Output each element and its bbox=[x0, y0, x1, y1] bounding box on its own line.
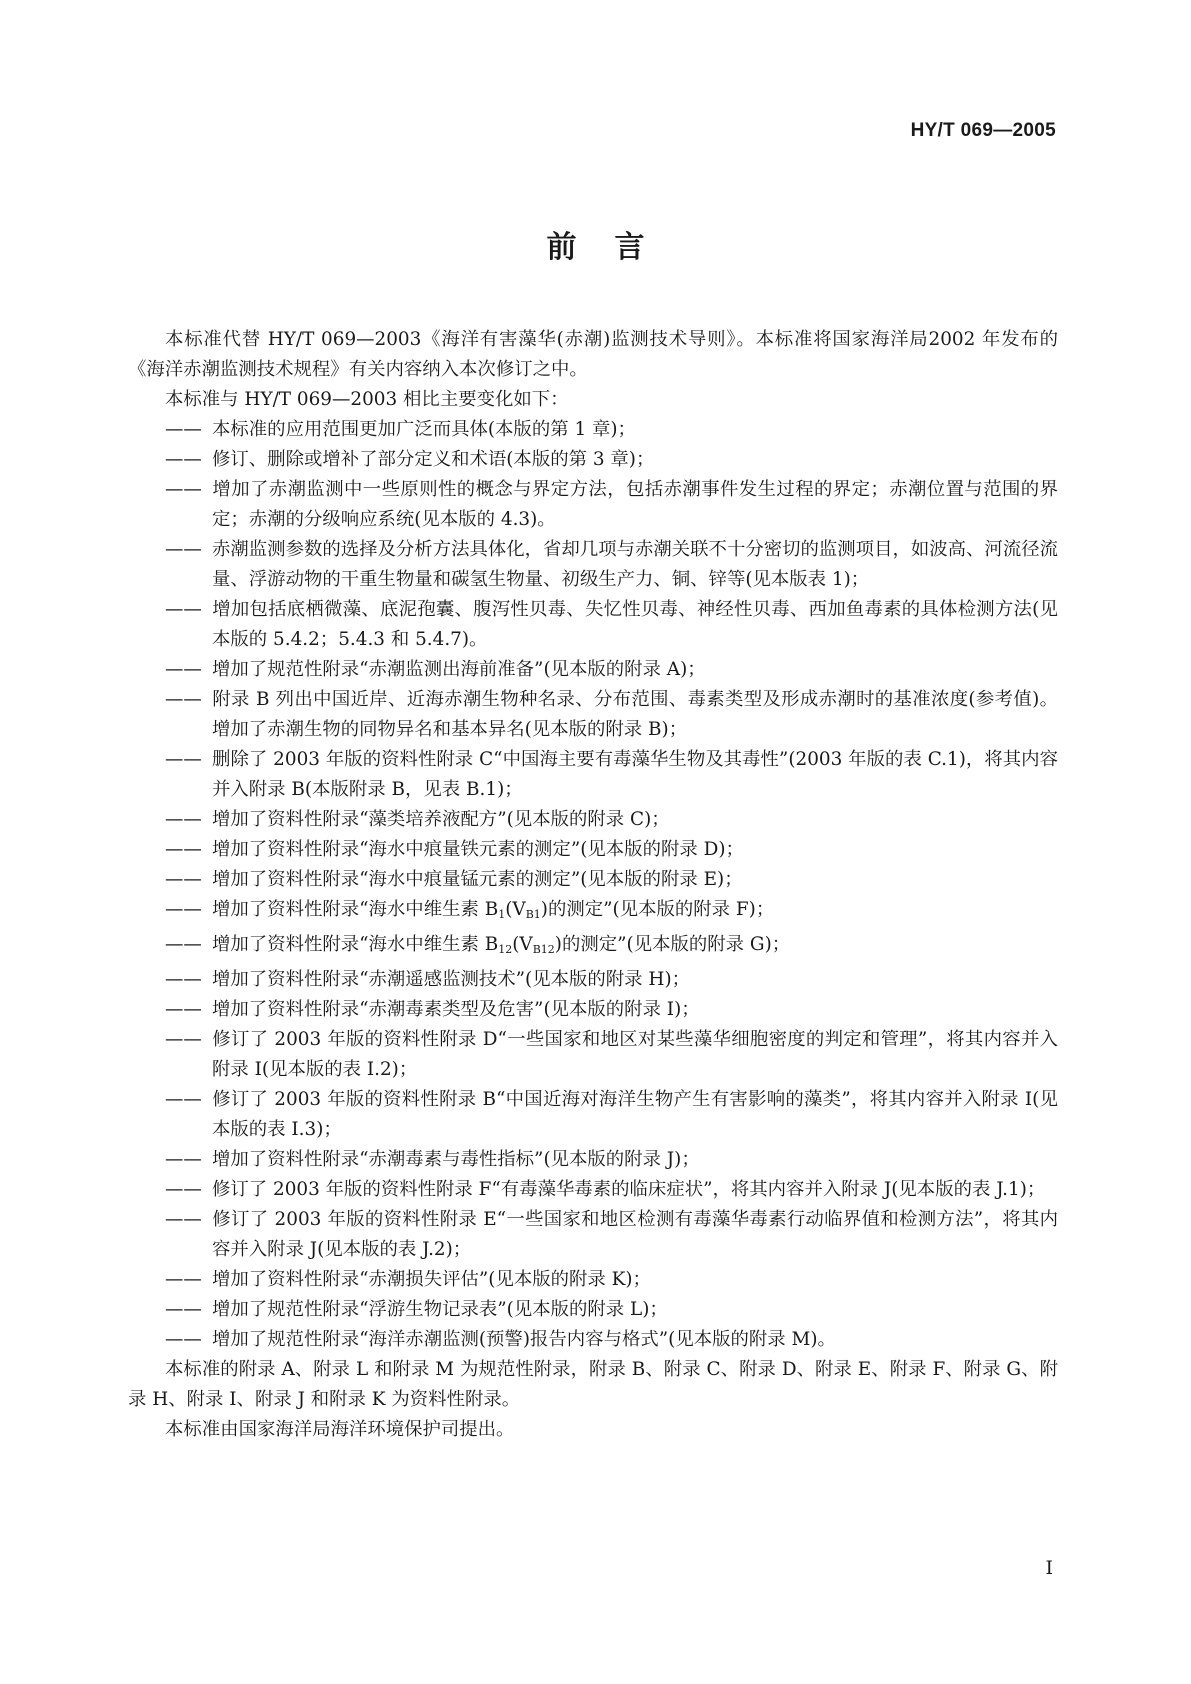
dash-marker: —— bbox=[165, 1299, 202, 1320]
dash-marker: —— bbox=[165, 969, 202, 990]
dash-marker: —— bbox=[165, 1329, 202, 1350]
list-item-text: 增加了赤潮监测中一些原则性的概念与界定方法，包括赤潮事件发生过程的界定；赤潮位置与范围的界定；赤潮的分级响应系统(见本版的 4.3)。 bbox=[212, 479, 1058, 530]
list-item-vitamin-b12 bbox=[128, 930, 1058, 965]
proposer-paragraph: 本标准由国家海洋局海洋环境保护司提出。 bbox=[165, 1419, 515, 1440]
list-item bbox=[128, 1145, 1058, 1175]
page-title: 前言 bbox=[546, 230, 683, 265]
list-item-text: 增加了规范性附录“海洋赤潮监测(预警)报告内容与格式”(见本版的附录 M)。 bbox=[212, 1329, 836, 1350]
standard-code: HY/T 069—2005 bbox=[910, 120, 1056, 141]
dash-marker: —— bbox=[165, 449, 202, 470]
dash-marker: —— bbox=[165, 749, 202, 770]
dash-marker: —— bbox=[165, 539, 202, 560]
list-item-text: 增加了资料性附录“赤潮毒素类型及危害”(见本版的附录 I)； bbox=[212, 999, 700, 1020]
list-item-text: 增加了资料性附录“赤潮损失评估”(见本版的附录 K)； bbox=[212, 1269, 651, 1290]
list-item-text: 增加了资料性附录“赤潮毒素与毒性指标”(见本版的附录 J)； bbox=[212, 1149, 700, 1170]
list-item-text: 增加包括底栖微藻、底泥孢囊、腹泻性贝毒、失忆性贝毒、神经性贝毒、西加鱼毒素的具体检测方法(见本版的 5.4.2；5.4.3 和 5.4.7)。 bbox=[212, 599, 1058, 650]
list-item bbox=[128, 475, 1058, 535]
list-item-text: 附录 B 列出中国近岸、近海赤潮生物种名录、分布范围、毒素类型及形成赤潮时的基准浓度(参考值)。增加了赤潮生物的同物异名和基本异名(见本版的附录 B)； bbox=[212, 689, 1058, 740]
list-item-text: 修订了 2003 年版的资料性附录 E“一些国家和地区检测有毒藻华毒素行动临界值和检测方法”，将其内容并入附录 J(见本版的表 J.2)； bbox=[212, 1209, 1058, 1260]
list-item bbox=[128, 745, 1058, 805]
dash-marker: —— bbox=[165, 934, 202, 955]
changes-intro-paragraph: 本标准与 HY/T 069—2003 相比主要变化如下： bbox=[165, 389, 569, 410]
subscript: B12 bbox=[532, 943, 555, 956]
list-item bbox=[128, 1325, 1058, 1355]
dash-marker: —— bbox=[165, 1209, 202, 1230]
dash-marker: —— bbox=[165, 1269, 202, 1290]
subscript: B1 bbox=[525, 908, 541, 921]
intro-paragraph: 本标准代替 HY/T 069—2003《海洋有害藻华(赤潮)监测技术导则》。本标准将国家海洋局2002 年发布的《海洋赤潮监测技术规程》有关内容纳入本次修订之中。 bbox=[128, 329, 1058, 380]
dash-marker: —— bbox=[165, 599, 202, 620]
vitamin-text-post: )的测定”(见本版的附录 F)； bbox=[540, 899, 775, 920]
list-item bbox=[128, 865, 1058, 895]
list-item bbox=[128, 1295, 1058, 1325]
list-item-text: 增加了资料性附录“海水中痕量锰元素的测定”(见本版的附录 E)； bbox=[212, 869, 743, 890]
subscript: 1 bbox=[498, 908, 506, 921]
list-item bbox=[128, 655, 1058, 685]
dash-marker: —— bbox=[165, 899, 202, 920]
dash-marker: —— bbox=[165, 479, 202, 500]
dash-marker: —— bbox=[165, 1179, 202, 1200]
list-item-text: 本标准的应用范围更加广泛而具体(本版的第 1 章)； bbox=[212, 419, 636, 440]
page-number: I bbox=[1045, 1557, 1053, 1579]
list-item bbox=[128, 535, 1058, 595]
list-item-text: 增加了规范性附录“浮游生物记录表”(见本版的附录 L)； bbox=[212, 1299, 668, 1320]
appendix-classification-paragraph: 本标准的附录 A、附录 L 和附录 M 为规范性附录，附录 B、附录 C、附录 D、附录 E、附录 F、附录 G、附录 H、附录 I、附录 J 和附录 K 为资料性附录。 bbox=[128, 1359, 1058, 1410]
list-item bbox=[128, 1025, 1058, 1085]
list-item-text: 增加了资料性附录“赤潮遥感监测技术”(见本版的附录 H)； bbox=[212, 969, 691, 990]
list-item bbox=[128, 965, 1058, 995]
dash-marker: —— bbox=[165, 999, 202, 1020]
dash-marker: —— bbox=[165, 809, 202, 830]
list-item-text: 增加了资料性附录“海水中痕量铁元素的测定”(见本版的附录 D)； bbox=[212, 839, 744, 860]
list-item bbox=[128, 415, 1058, 445]
vitamin-text-mid: (V bbox=[512, 934, 533, 955]
dash-marker: —— bbox=[165, 869, 202, 890]
list-item-text: 修订了 2003 年版的资料性附录 B“中国近海对海洋生物产生有害影响的藻类”，将其内容并入附录 I(见本版的表 I.3)； bbox=[212, 1089, 1058, 1140]
dash-marker: —— bbox=[165, 839, 202, 860]
list-item bbox=[128, 685, 1058, 745]
list-item bbox=[128, 1175, 1058, 1205]
vitamin-text-post: )的测定”(见本版的附录 G)； bbox=[554, 934, 791, 955]
document-body bbox=[128, 325, 1058, 1445]
dash-marker: —— bbox=[165, 1029, 202, 1050]
vitamin-text-mid: (V bbox=[505, 899, 526, 920]
list-item bbox=[128, 445, 1058, 475]
list-item bbox=[128, 995, 1058, 1025]
list-item bbox=[128, 1085, 1058, 1145]
list-item bbox=[128, 595, 1058, 655]
list-item-text: 赤潮监测参数的选择及分析方法具体化，省却几项与赤潮关联不十分密切的监测项目，如波高、河流径流量、浮游动物的干重生物量和碳氢生物量、初级生产力、铜、锌等(见本版表 1)； bbox=[212, 539, 1058, 590]
list-item-text: 修订了 2003 年版的资料性附录 F“有毒藻华毒素的临床症状”，将其内容并入附录 J(见本版的表 J.1)； bbox=[212, 1179, 1046, 1200]
list-item bbox=[128, 1205, 1058, 1265]
list-item bbox=[128, 1265, 1058, 1295]
list-item-vitamin-b1 bbox=[128, 895, 1058, 930]
dash-marker: —— bbox=[165, 659, 202, 680]
dash-marker: —— bbox=[165, 419, 202, 440]
vitamin-text-pre: 增加了资料性附录“海水中维生素 B bbox=[212, 899, 499, 920]
list-item-text: 增加了规范性附录“赤潮监测出海前准备”(见本版的附录 A)； bbox=[212, 659, 706, 680]
list-item-text: 修订了 2003 年版的资料性附录 D“一些国家和地区对某些藻华细胞密度的判定和管理”，将其内容并入附录 I(见本版的表 I.2)； bbox=[212, 1029, 1058, 1080]
list-item bbox=[128, 805, 1058, 835]
dash-marker: —— bbox=[165, 1149, 202, 1170]
vitamin-text-pre: 增加了资料性附录“海水中维生素 B bbox=[212, 934, 499, 955]
list-item-text: 删除了 2003 年版的资料性附录 C“中国海主要有毒藻华生物及其毒性”(2003 年版的表 C.1)，将其内容并入附录 B(本版附录 B，见表 B.1)； bbox=[212, 749, 1058, 800]
dash-marker: —— bbox=[165, 689, 202, 710]
changes-list bbox=[128, 415, 1058, 1355]
list-item bbox=[128, 835, 1058, 865]
list-item-text: 增加了资料性附录“藻类培养液配方”(见本版的附录 C)； bbox=[212, 809, 670, 830]
subscript: 12 bbox=[498, 943, 513, 956]
dash-marker: —— bbox=[165, 1089, 202, 1110]
list-item-text: 修订、删除或增补了部分定义和术语(本版的第 3 章)； bbox=[212, 449, 655, 470]
